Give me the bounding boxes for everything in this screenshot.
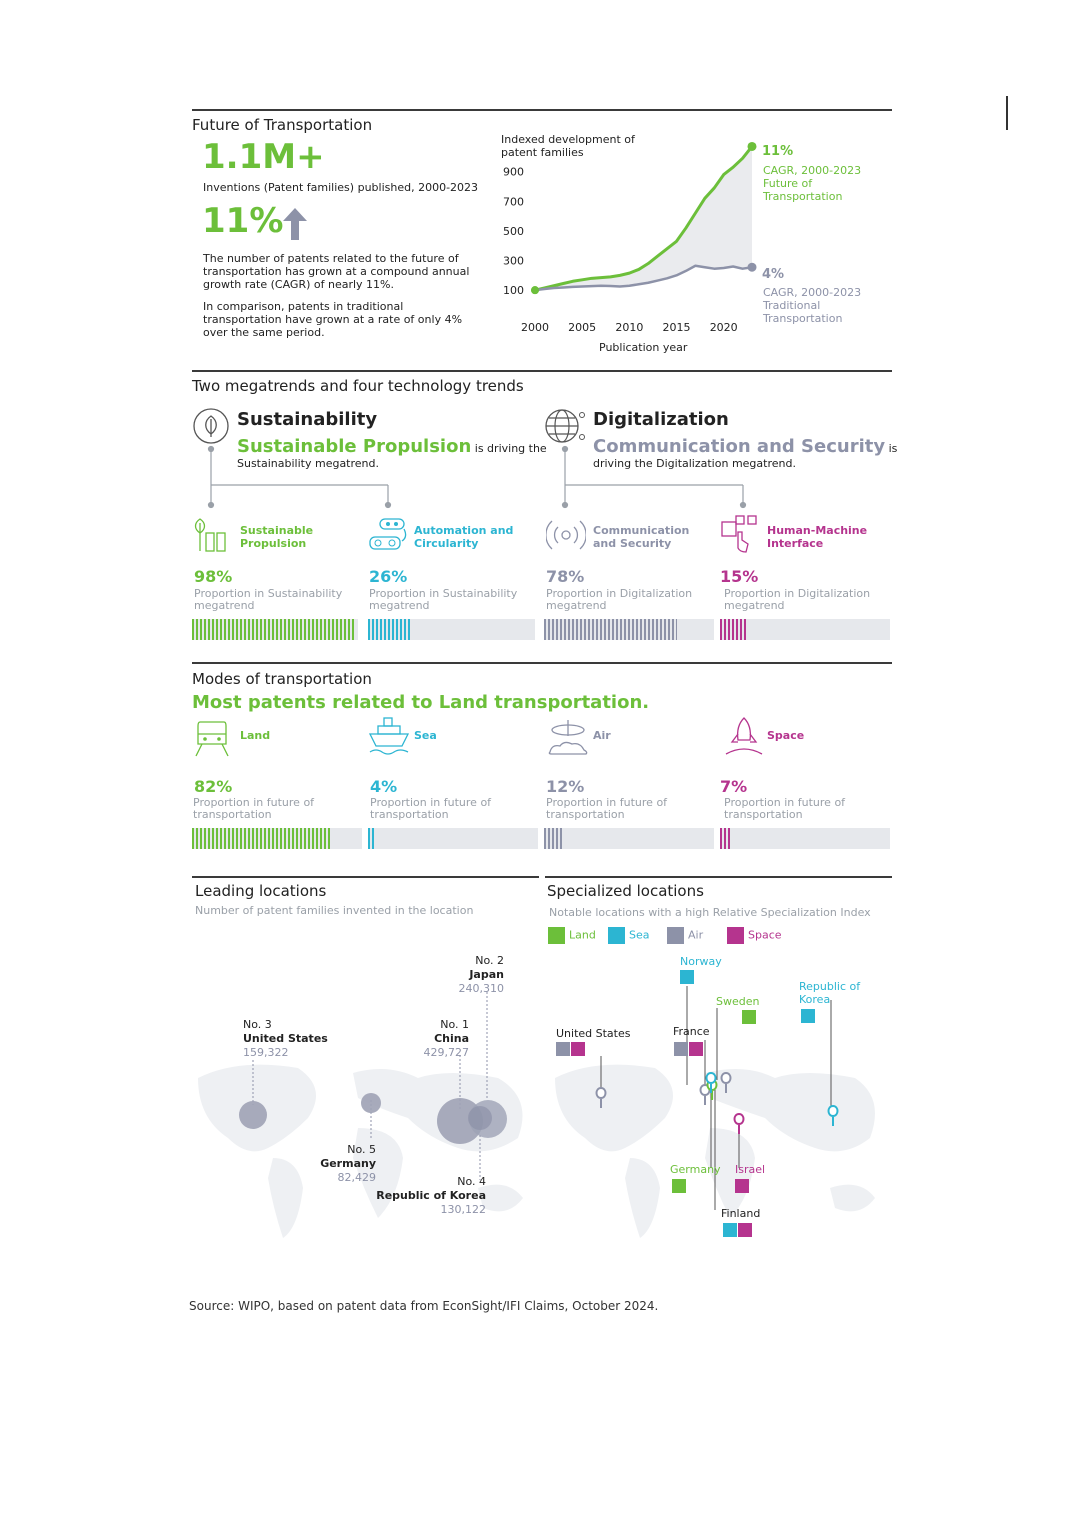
loc-korea bbox=[372, 1175, 486, 1217]
future-end-label: 11% bbox=[762, 144, 794, 159]
loc-rank: No. 1 bbox=[440, 1018, 469, 1031]
spec-korea-label bbox=[799, 980, 860, 1006]
mode-label-land: Land bbox=[240, 729, 271, 742]
loc-value: 82,429 bbox=[337, 1171, 376, 1184]
rocket-icon bbox=[724, 716, 764, 758]
legend-swatch bbox=[608, 927, 625, 944]
chart-title: Indexed development of patent families bbox=[501, 133, 635, 159]
digitalization-text: is bbox=[885, 442, 898, 455]
trend-pct-automation: 26% bbox=[369, 567, 408, 586]
mode-bar bbox=[368, 828, 538, 849]
sustainability-line2: Sustainability megatrend. bbox=[237, 457, 379, 470]
drone-icon bbox=[546, 716, 590, 758]
sustainability-title: Sustainability bbox=[237, 409, 378, 430]
pin-united-states bbox=[597, 1088, 606, 1108]
loc-germany bbox=[316, 1143, 376, 1185]
spec-us-air bbox=[556, 1042, 570, 1056]
legend-label: Sea bbox=[629, 928, 650, 942]
trend-desc-line1: Proportion in Sustainability bbox=[369, 587, 518, 600]
digitalization-line2: driving the Digitalization megatrend. bbox=[593, 457, 796, 470]
mode-pct-air: 12% bbox=[546, 777, 585, 796]
page-marker bbox=[1006, 96, 1008, 130]
specialized-rule bbox=[545, 876, 892, 878]
trend-bar-fill bbox=[368, 619, 411, 640]
trend-pct-human-machine: 15% bbox=[720, 567, 759, 586]
comparison-paragraph: In comparison, patents in traditional transportation have grown at a rate of only 4% over the same period. bbox=[203, 300, 463, 339]
spec-us-label: United States bbox=[556, 1027, 631, 1040]
spec-korea-sea bbox=[801, 1009, 815, 1023]
trend-bar bbox=[192, 619, 358, 640]
mode-bar-fill bbox=[192, 828, 331, 849]
mode-desc-line1: Proportion in future of bbox=[370, 796, 492, 809]
traditional-end-caption: CAGR, 2000-2023 Traditional Transportation bbox=[763, 286, 862, 325]
loc-name: Japan bbox=[469, 968, 504, 981]
loc-rank: No. 3 bbox=[243, 1018, 272, 1031]
y-tick-label: 300 bbox=[503, 254, 524, 268]
trend-desc-line1: Proportion in Sustainability bbox=[194, 587, 343, 600]
spec-sweden-label: Sweden bbox=[716, 995, 760, 1008]
trend-desc-line2: megatrend bbox=[724, 599, 785, 612]
map-pins bbox=[597, 1073, 838, 1134]
mode-desc-line1: Proportion in future of bbox=[546, 796, 668, 809]
x-tick-label: 2020 bbox=[709, 321, 738, 334]
loc-rank: No. 5 bbox=[347, 1143, 376, 1156]
mode-bar bbox=[720, 828, 890, 849]
y-tick-label: 900 bbox=[503, 165, 524, 179]
loc-name: United States bbox=[243, 1032, 328, 1045]
loc-value: 130,122 bbox=[440, 1203, 486, 1216]
mode-desc bbox=[370, 797, 491, 821]
mode-label-sea: Sea bbox=[414, 729, 437, 742]
plant-battery-icon bbox=[192, 517, 232, 553]
mode-desc-line2: transportation bbox=[370, 808, 449, 821]
megatrend-rule bbox=[192, 370, 892, 372]
mode-bar-fill bbox=[720, 828, 732, 849]
loc-name: China bbox=[434, 1032, 469, 1045]
bubble-united-states bbox=[239, 1101, 267, 1129]
trend-desc-line1: Proportion in Digitalization bbox=[724, 587, 871, 600]
trend-bar bbox=[368, 619, 535, 640]
trend-bar-fill bbox=[544, 619, 677, 640]
mode-pct-land: 82% bbox=[194, 777, 233, 796]
mode-label-space: Space bbox=[767, 729, 805, 742]
digitalization-highlight: Communication and Security bbox=[593, 436, 886, 457]
loc-china bbox=[420, 1018, 469, 1060]
mode-desc-line2: transportation bbox=[546, 808, 625, 821]
ship-icon bbox=[368, 716, 410, 758]
traditional-end-label: 4% bbox=[762, 267, 785, 282]
trend-desc bbox=[194, 588, 342, 612]
spec-israel-space bbox=[735, 1179, 749, 1193]
spec-finland-sea bbox=[723, 1223, 737, 1237]
traditional-end-point bbox=[748, 263, 757, 272]
trend-desc-line2: megatrend bbox=[369, 599, 430, 612]
trend-desc-line2: megatrend bbox=[546, 599, 607, 612]
loc-rank: No. 2 bbox=[475, 954, 504, 967]
loc-japan bbox=[458, 954, 504, 996]
trend-label-line2: Circularity bbox=[414, 537, 479, 550]
bubble-germany bbox=[361, 1093, 381, 1113]
touch-interface-icon bbox=[720, 514, 760, 554]
trend-label-line1: Human-Machine bbox=[767, 524, 868, 537]
loc-name: Republic of Korea bbox=[376, 1189, 486, 1202]
spec-finland-space bbox=[738, 1223, 752, 1237]
mode-pct-sea: 4% bbox=[370, 777, 398, 796]
trend-label-communication bbox=[593, 524, 689, 550]
spec-korea-line1: Republic of bbox=[799, 980, 861, 993]
mode-desc bbox=[546, 797, 667, 821]
spec-korea-line2: Korea bbox=[799, 993, 831, 1006]
x-tick-label: 2010 bbox=[615, 321, 644, 334]
spec-france-air bbox=[674, 1042, 688, 1056]
trend-label-line1: Automation and bbox=[414, 524, 514, 537]
robot-car-icon bbox=[368, 517, 410, 553]
loc-value: 240,310 bbox=[458, 982, 504, 995]
trend-label-line1: Communication bbox=[593, 524, 690, 537]
modes-rule bbox=[192, 662, 892, 664]
x-tick-label: 2000 bbox=[521, 321, 549, 334]
y-tick-label: 700 bbox=[503, 195, 524, 209]
trend-pct-sustainable-propulsion: 98% bbox=[194, 567, 233, 586]
mode-bar bbox=[544, 828, 714, 849]
big-number-caption: Inventions (Patent families) published, 2000-2023 bbox=[203, 181, 479, 194]
y-tick-label: 100 bbox=[503, 284, 524, 298]
mode-desc bbox=[193, 797, 314, 821]
series-start-point bbox=[531, 286, 539, 294]
spec-germany-label: Germany bbox=[670, 1163, 721, 1176]
leaf-icon bbox=[192, 407, 230, 445]
loc-rank: No. 4 bbox=[457, 1175, 486, 1188]
legend-space bbox=[727, 927, 782, 944]
top-rule bbox=[192, 109, 892, 111]
spec-germany-land bbox=[672, 1179, 686, 1193]
trend-desc bbox=[546, 588, 692, 612]
pin-israel bbox=[735, 1114, 744, 1134]
spec-france-label: France bbox=[673, 1025, 710, 1038]
sustainability-highlight: Sustainable Propulsion bbox=[237, 436, 472, 457]
mode-desc-line1: Proportion in future of bbox=[724, 796, 846, 809]
modes-headline: Most patents related to Land transportation. bbox=[192, 692, 650, 713]
mode-label-air: Air bbox=[593, 729, 611, 742]
up-arrow-icon bbox=[283, 208, 307, 240]
loc-name: Germany bbox=[320, 1157, 376, 1170]
legend-label: Space bbox=[748, 928, 782, 942]
x-axis-label: Publication year bbox=[599, 341, 688, 354]
train-icon bbox=[192, 718, 232, 758]
x-tick-label: 2005 bbox=[568, 321, 597, 334]
cagr-value: 11% bbox=[202, 201, 284, 241]
y-tick-label: 500 bbox=[503, 224, 524, 238]
mode-desc-line2: transportation bbox=[193, 808, 272, 821]
trend-bar bbox=[544, 619, 714, 640]
legend-label: Land bbox=[569, 928, 596, 942]
trend-label-sustainable-propulsion bbox=[240, 524, 313, 550]
spec-france-space bbox=[689, 1042, 703, 1056]
mode-desc bbox=[724, 797, 845, 821]
signal-icon bbox=[546, 517, 586, 553]
future-end-point bbox=[748, 142, 757, 151]
legend-swatch bbox=[548, 927, 565, 944]
section-title-megatrends: Two megatrends and four technology trends bbox=[192, 377, 524, 395]
mode-bar bbox=[192, 828, 362, 849]
trend-desc bbox=[369, 588, 517, 612]
bubble-korea bbox=[468, 1106, 492, 1130]
pin-korea bbox=[829, 1106, 838, 1126]
trend-label-human-machine bbox=[767, 524, 867, 550]
specialized-title: Specialized locations bbox=[547, 882, 704, 900]
section-title-future: Future of Transportation bbox=[192, 116, 373, 134]
leading-rule bbox=[192, 876, 539, 878]
sustainability-text: is driving the bbox=[471, 442, 547, 455]
trend-label-line2: Interface bbox=[767, 537, 824, 550]
trend-bar-fill bbox=[720, 619, 746, 640]
trend-label-line2: and Security bbox=[593, 537, 672, 550]
future-end-caption: CAGR, 2000-2023 Future of Transportation bbox=[763, 164, 862, 203]
big-number: 1.1M+ bbox=[202, 137, 325, 177]
globe-network-icon bbox=[544, 407, 586, 445]
megatrend-connectors bbox=[190, 445, 890, 515]
spec-finland-label: Finland bbox=[721, 1207, 761, 1220]
legend-label: Air bbox=[688, 928, 704, 942]
mode-bar-fill bbox=[368, 828, 375, 849]
legend-sea bbox=[608, 927, 650, 944]
trend-pct-communication: 78% bbox=[546, 567, 585, 586]
mode-desc-line2: transportation bbox=[724, 808, 803, 821]
legend-air bbox=[667, 927, 703, 944]
source-note: Source: WIPO, based on patent data from EconSight/IFI Claims, October 2024. bbox=[189, 1299, 659, 1313]
spec-us-space bbox=[571, 1042, 585, 1056]
spec-norway-label: Norway bbox=[680, 955, 722, 968]
trend-label-line2: Propulsion bbox=[240, 537, 307, 550]
trend-label-automation bbox=[414, 524, 513, 550]
trend-desc-line2: megatrend bbox=[194, 599, 255, 612]
mode-bar-fill bbox=[544, 828, 564, 849]
trend-desc-line1: Proportion in Digitalization bbox=[546, 587, 693, 600]
spec-norway-sea bbox=[680, 970, 694, 984]
loc-value: 429,727 bbox=[423, 1046, 469, 1059]
pin-finland bbox=[722, 1073, 731, 1093]
trend-desc bbox=[724, 588, 870, 612]
specialized-subtitle: Notable locations with a high Relative Specialization Index bbox=[549, 906, 871, 919]
digitalization-title: Digitalization bbox=[593, 409, 729, 430]
trend-bar-fill bbox=[192, 619, 355, 640]
spec-sweden-land bbox=[742, 1010, 756, 1024]
loc-united-states bbox=[243, 1018, 328, 1060]
loc-value: 159,322 bbox=[243, 1046, 289, 1059]
mode-pct-space: 7% bbox=[720, 777, 748, 796]
legend-swatch bbox=[727, 927, 744, 944]
mode-desc-line1: Proportion in future of bbox=[193, 796, 315, 809]
leading-subtitle: Number of patent families invented in the location bbox=[195, 904, 474, 917]
x-tick-label: 2015 bbox=[662, 321, 691, 334]
spec-israel-label: Israel bbox=[735, 1163, 766, 1176]
leading-title: Leading locations bbox=[195, 882, 327, 900]
trend-bar bbox=[720, 619, 890, 640]
trend-label-line1: Sustainable bbox=[240, 524, 314, 537]
legend-land bbox=[548, 927, 596, 944]
legend-swatch bbox=[667, 927, 684, 944]
growth-paragraph: The number of patents related to the future of transportation has grown at a compound annual growth rate (CAGR) of nearly 11%. bbox=[203, 252, 470, 291]
section-title-modes: Modes of transportation bbox=[192, 670, 372, 688]
